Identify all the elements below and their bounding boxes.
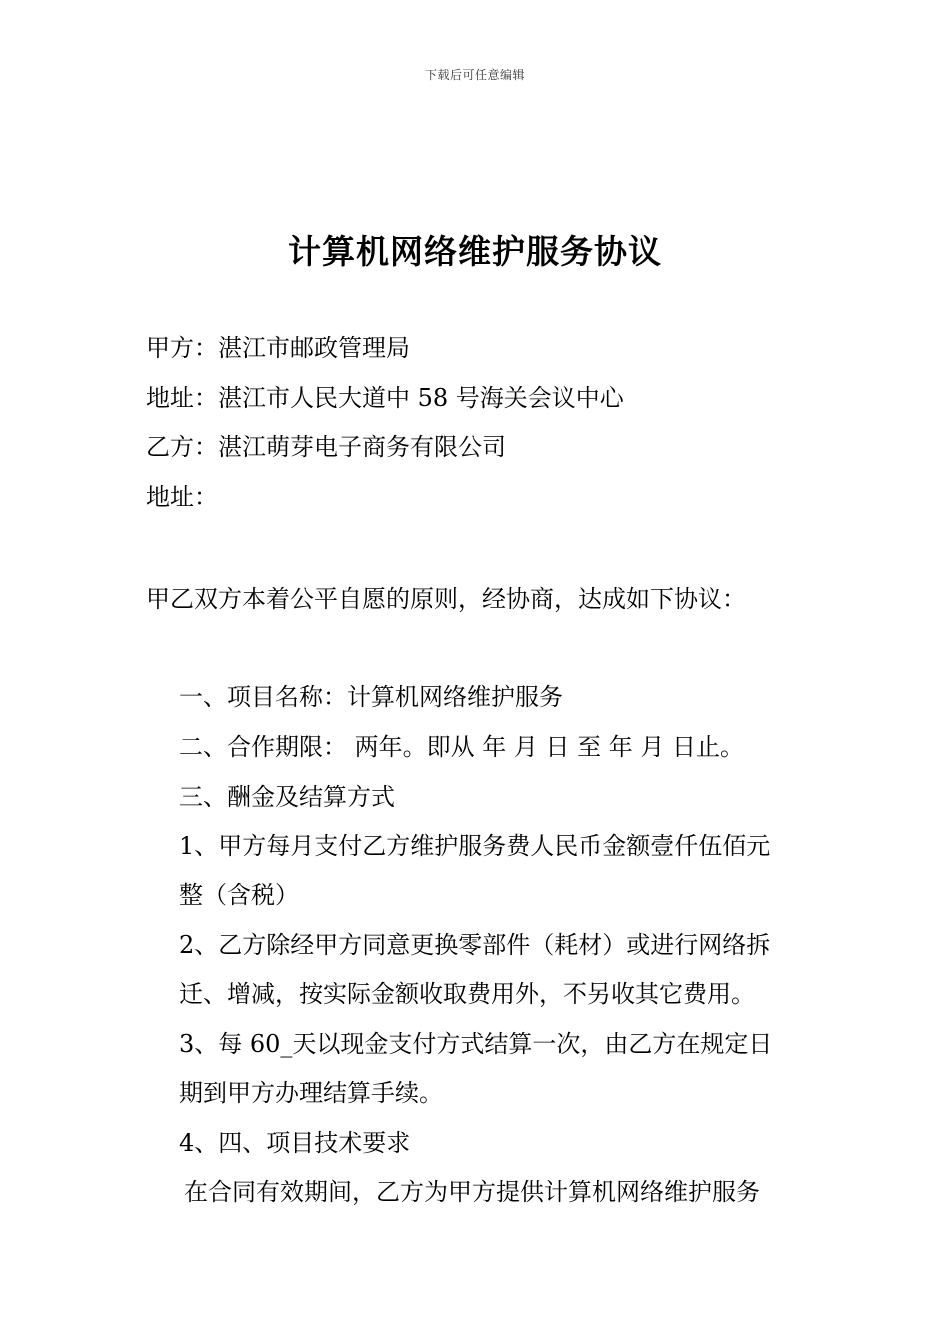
- clause-line-tech-heading: 4、四、项目技术要求: [179, 1129, 411, 1157]
- clause-line-fee-1: 1、甲方每月支付乙方维护服务费人民币金额壹仟伍佰元: [179, 832, 771, 860]
- clause-line-fee-2: 2、乙方除经甲方同意更换零部件（耗材）或进行网络拆: [179, 931, 771, 959]
- party-a-address-line: 地址：湛江市人民大道中 58 号海关会议中心: [146, 384, 624, 412]
- clause-line-fee-2-cont: 迁、增减，按实际金额收取费用外，不另收其它费用。: [179, 980, 755, 1008]
- clause-line-payment-heading: 三、酬金及结算方式: [179, 783, 395, 811]
- clause-line-fee-3: 3、每 60_天以现金支付方式结算一次，由乙方在规定日: [179, 1030, 773, 1058]
- header-note: 下载后可任意编辑: [424, 68, 525, 82]
- clause-line-project-name: 一、项目名称：计算机网络维护服务: [179, 683, 563, 711]
- party-b-line: 乙方：湛江萌芽电子商务有限公司: [146, 433, 506, 461]
- clause-line-term: 二、合作期限： 两年。即从 年 月 日 至 年 月 日止。: [179, 733, 745, 761]
- party-a-line: 甲方：湛江市邮政管理局: [146, 334, 410, 362]
- clause-line-fee-1-cont: 整（含税）: [179, 881, 299, 909]
- party-b-address-line: 地址：: [146, 483, 218, 511]
- clause-line-fee-3-cont: 期到甲方办理结算手续。: [179, 1079, 443, 1107]
- clause-line-service-scope: 在合同有效期间，乙方为甲方提供计算机网络维护服务: [184, 1178, 760, 1206]
- preamble-line: 甲乙双方本着公平自愿的原则，经协商，达成如下协议：: [146, 585, 746, 613]
- page-title: 计算机网络维护服务协议: [288, 232, 662, 271]
